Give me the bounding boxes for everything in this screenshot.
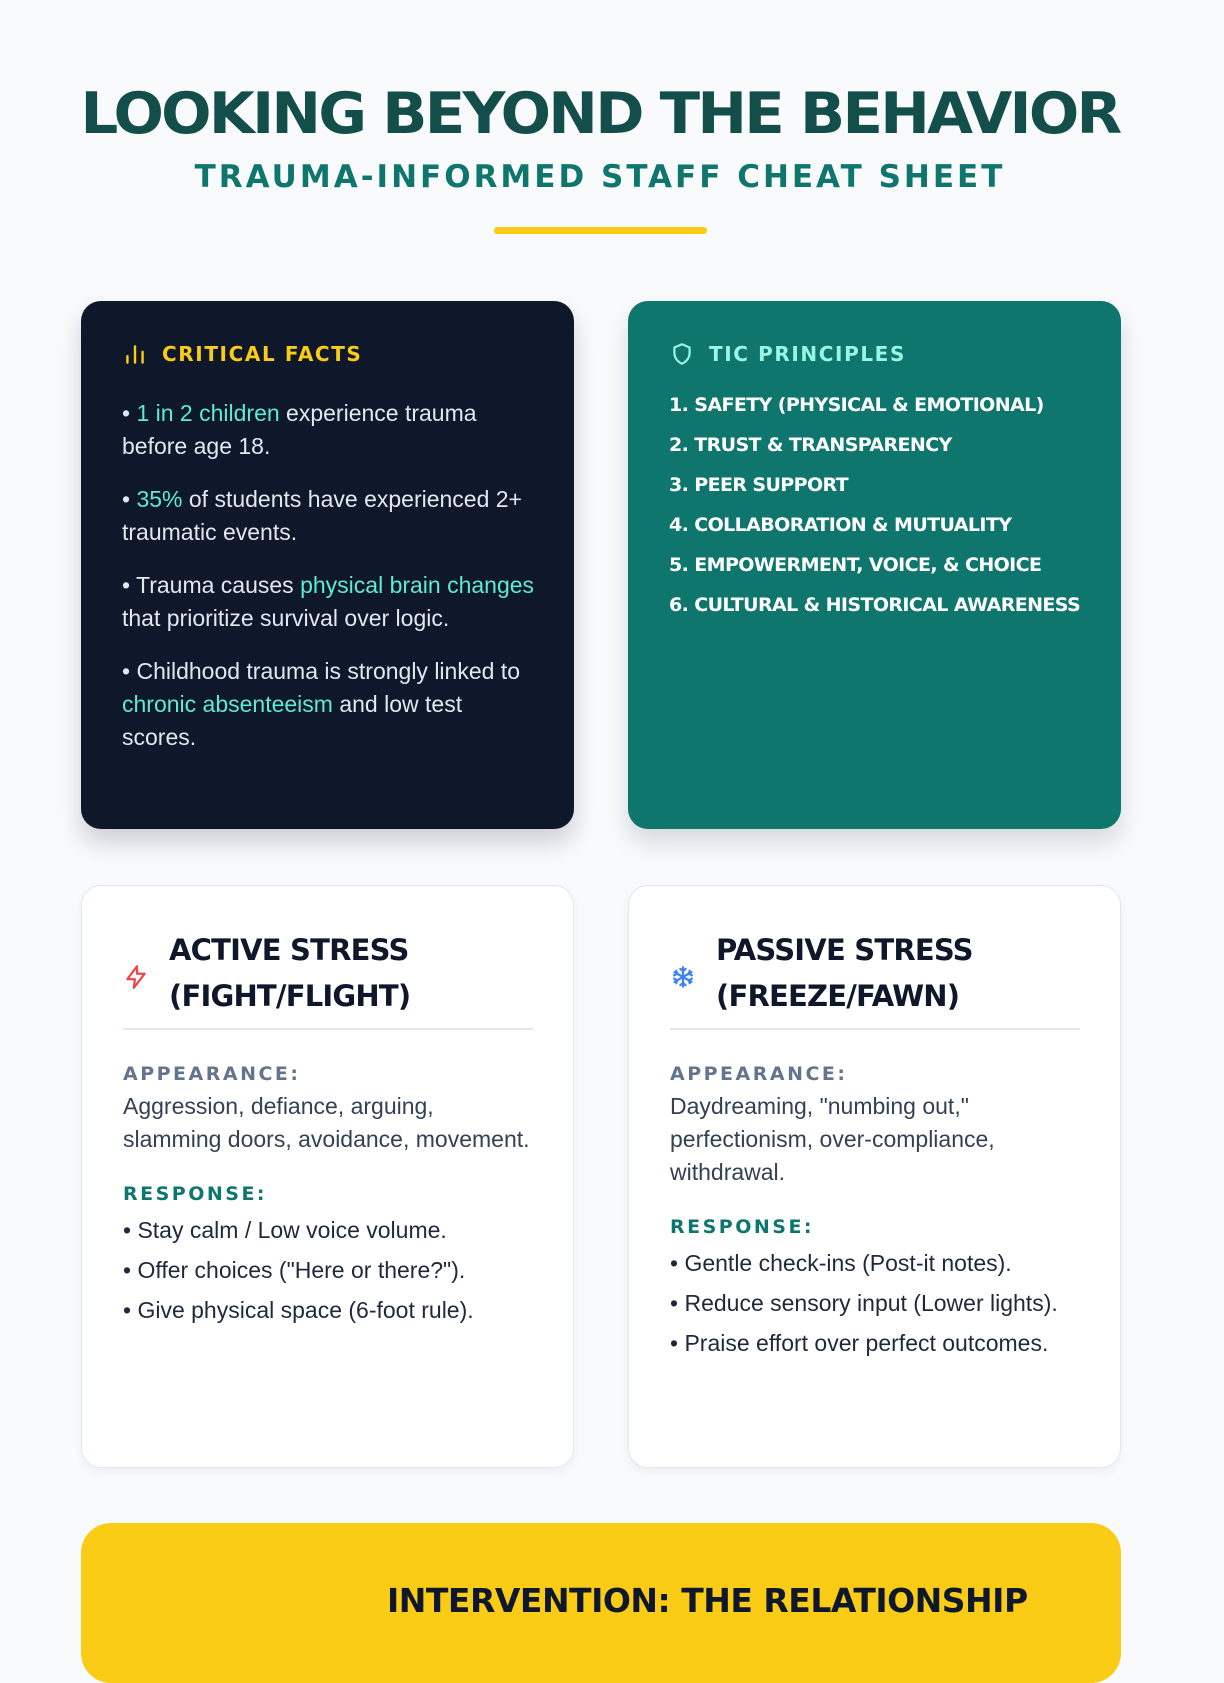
fact-highlight: physical brain changes <box>300 572 535 598</box>
fact-item: • Trauma causes physical brain changes that prioritize survival over logic. <box>122 572 535 631</box>
response-label: RESPONSE: <box>123 1183 268 1205</box>
response-item: • Gentle check-ins (Post-it notes). <box>670 1250 1012 1276</box>
fact-item: • 35% of students have experienced 2+ traumatic events. <box>122 486 522 545</box>
passive-stress-card <box>628 885 1121 1468</box>
response-list <box>670 1247 1080 1360</box>
fact-highlight: 1 in 2 children <box>136 400 280 426</box>
active-stress-header <box>123 926 533 1030</box>
fact-item: • 1 in 2 children experience trauma before age 18. <box>122 400 477 459</box>
bar-chart-icon <box>122 341 148 367</box>
passive-stress-body <box>670 1062 1080 1367</box>
response-item: • Give physical space (6-foot rule). <box>123 1297 474 1323</box>
principle-item: 3. PEER SUPPORT <box>669 474 849 496</box>
principle-item: 2. TRUST & TRANSPARENCY <box>669 434 952 456</box>
critical-facts-heading: CRITICAL FACTS <box>162 342 363 366</box>
page-subtitle: TRAUMA-INFORMED STAFF CHEAT SHEET <box>194 159 1006 195</box>
principle-item: 5. EMPOWERMENT, VOICE, & CHOICE <box>669 554 1042 576</box>
snowflake-icon <box>670 964 696 990</box>
principle-item: 4. COLLABORATION & MUTUALITY <box>669 514 1012 536</box>
passive-stress-header <box>670 926 1080 1030</box>
lightning-icon <box>123 964 149 990</box>
response-item: • Stay calm / Low voice volume. <box>123 1217 447 1243</box>
appearance-label: APPEARANCE: <box>670 1063 848 1085</box>
fact-highlight: 35% <box>136 486 183 512</box>
active-stress-card <box>81 885 574 1468</box>
appearance-text: Aggression, defiance, arguing, slamming doors, avoidance, movement. <box>123 1093 530 1152</box>
tic-principles-header <box>669 341 906 367</box>
response-item: • Offer choices ("Here or there?"). <box>123 1257 466 1283</box>
page-title: LOOKING BEYOND THE BEHAVIOR <box>80 81 1120 147</box>
page-header <box>0 81 1200 195</box>
intervention-banner <box>81 1523 1121 1683</box>
appearance-text: Daydreaming, "numbing out," perfectionism, over-compliance, withdrawal. <box>670 1093 995 1185</box>
active-stress-title: ACTIVE STRESS (FIGHT/FLIGHT) <box>169 933 411 1013</box>
passive-stress-title: PASSIVE STRESS (FREEZE/FAWN) <box>716 933 973 1013</box>
title-divider <box>494 227 707 234</box>
response-item: • Praise effort over perfect outcomes. <box>670 1330 1049 1356</box>
tic-principles-heading: TIC PRINCIPLES <box>709 342 906 366</box>
critical-facts-card <box>81 301 574 829</box>
response-item: • Reduce sensory input (Lower lights). <box>670 1290 1058 1316</box>
critical-facts-header <box>122 341 362 367</box>
intervention-title: INTERVENTION: THE RELATIONSHIP <box>387 1581 1028 1620</box>
principle-item: 6. CULTURAL & HISTORICAL AWARENESS <box>669 594 1081 616</box>
tic-principles-list <box>669 393 1080 633</box>
response-label: RESPONSE: <box>670 1216 815 1238</box>
active-stress-body <box>123 1062 533 1334</box>
shield-icon <box>669 341 695 367</box>
fact-item: • Childhood trauma is strongly linked to chronic absenteeism and low test scores. <box>122 658 520 750</box>
fact-highlight: chronic absenteeism <box>122 691 333 717</box>
appearance-label: APPEARANCE: <box>123 1063 301 1085</box>
principle-item: 1. SAFETY (PHYSICAL & EMOTIONAL) <box>669 394 1044 416</box>
response-list <box>123 1214 533 1327</box>
tic-principles-card <box>628 301 1121 829</box>
facts-list <box>122 397 542 774</box>
